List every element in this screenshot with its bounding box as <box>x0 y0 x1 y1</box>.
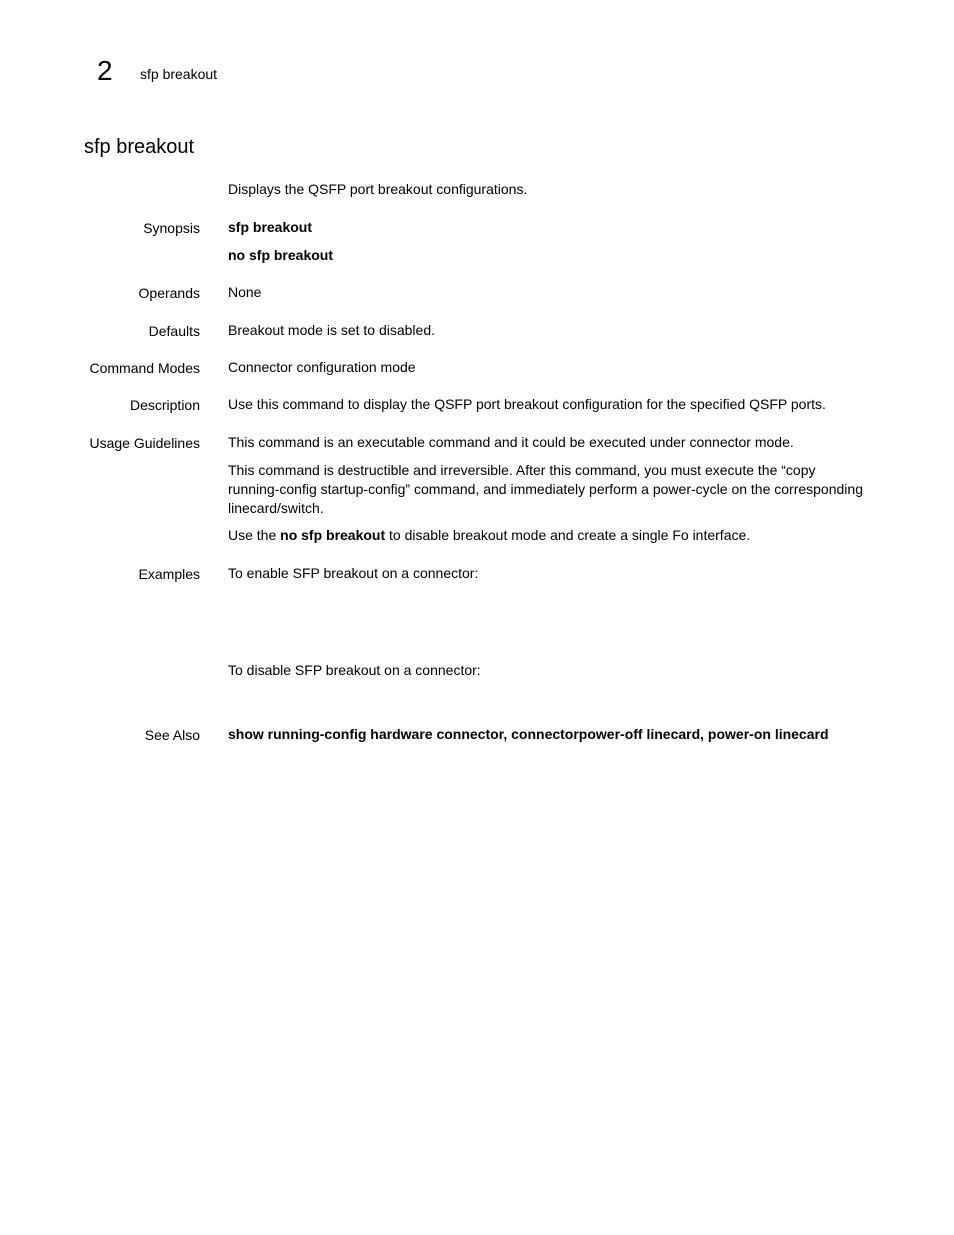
see-also-text: show running-config hardware connector, connectorpower-off linecard, power-on linecard <box>228 726 829 742</box>
operands-label: Operands <box>138 285 200 301</box>
synopsis-line-1: sfp breakout <box>228 219 313 235</box>
command-modes-text: Connector configuration mode <box>228 359 416 375</box>
operands-text: None <box>228 284 262 300</box>
running-title: sfp breakout <box>140 66 218 82</box>
defaults-text: Breakout mode is set to disabled. <box>228 322 436 338</box>
defaults-label: Defaults <box>148 323 200 339</box>
usage-guidelines-para-3-suffix: to disable breakout mode and create a single Fo interface. <box>385 527 751 543</box>
see-also-label: See Also <box>144 727 200 743</box>
command-modes-label: Command Modes <box>89 360 200 376</box>
usage-guidelines-para-3-prefix: Use the <box>228 527 281 543</box>
usage-guidelines-para-3 <box>228 526 868 545</box>
usage-guidelines-para-1: This command is an executable command and it could be executed under connector mode. <box>228 434 794 450</box>
page-title: sfp breakout <box>84 136 195 158</box>
description-text: Use this command to display the QSFP port breakout configuration for the specified QSFP ports. <box>228 396 826 412</box>
examples-enable-text: To enable SFP breakout on a connector: <box>228 565 479 581</box>
description-label: Description <box>129 397 200 413</box>
usage-guidelines-para-3-command: no sfp breakout <box>280 527 386 543</box>
examples-label: Examples <box>138 566 200 582</box>
synopsis-label: Synopsis <box>143 220 200 236</box>
usage-guidelines-para-2: This command is destructible and irreversible. After this command, you must execute the “copy running-config startup-config” command, and immediately perform a power-cycle on the corresponding linecard/switch. <box>228 462 863 516</box>
synopsis-line-2: no sfp breakout <box>228 247 334 263</box>
examples-disable-text: To disable SFP breakout on a connector: <box>228 662 481 678</box>
chapter-number: 2 <box>97 55 113 86</box>
usage-guidelines-label: Usage Guidelines <box>89 435 200 451</box>
summary-text: Displays the QSFP port breakout configurations. <box>228 181 528 197</box>
